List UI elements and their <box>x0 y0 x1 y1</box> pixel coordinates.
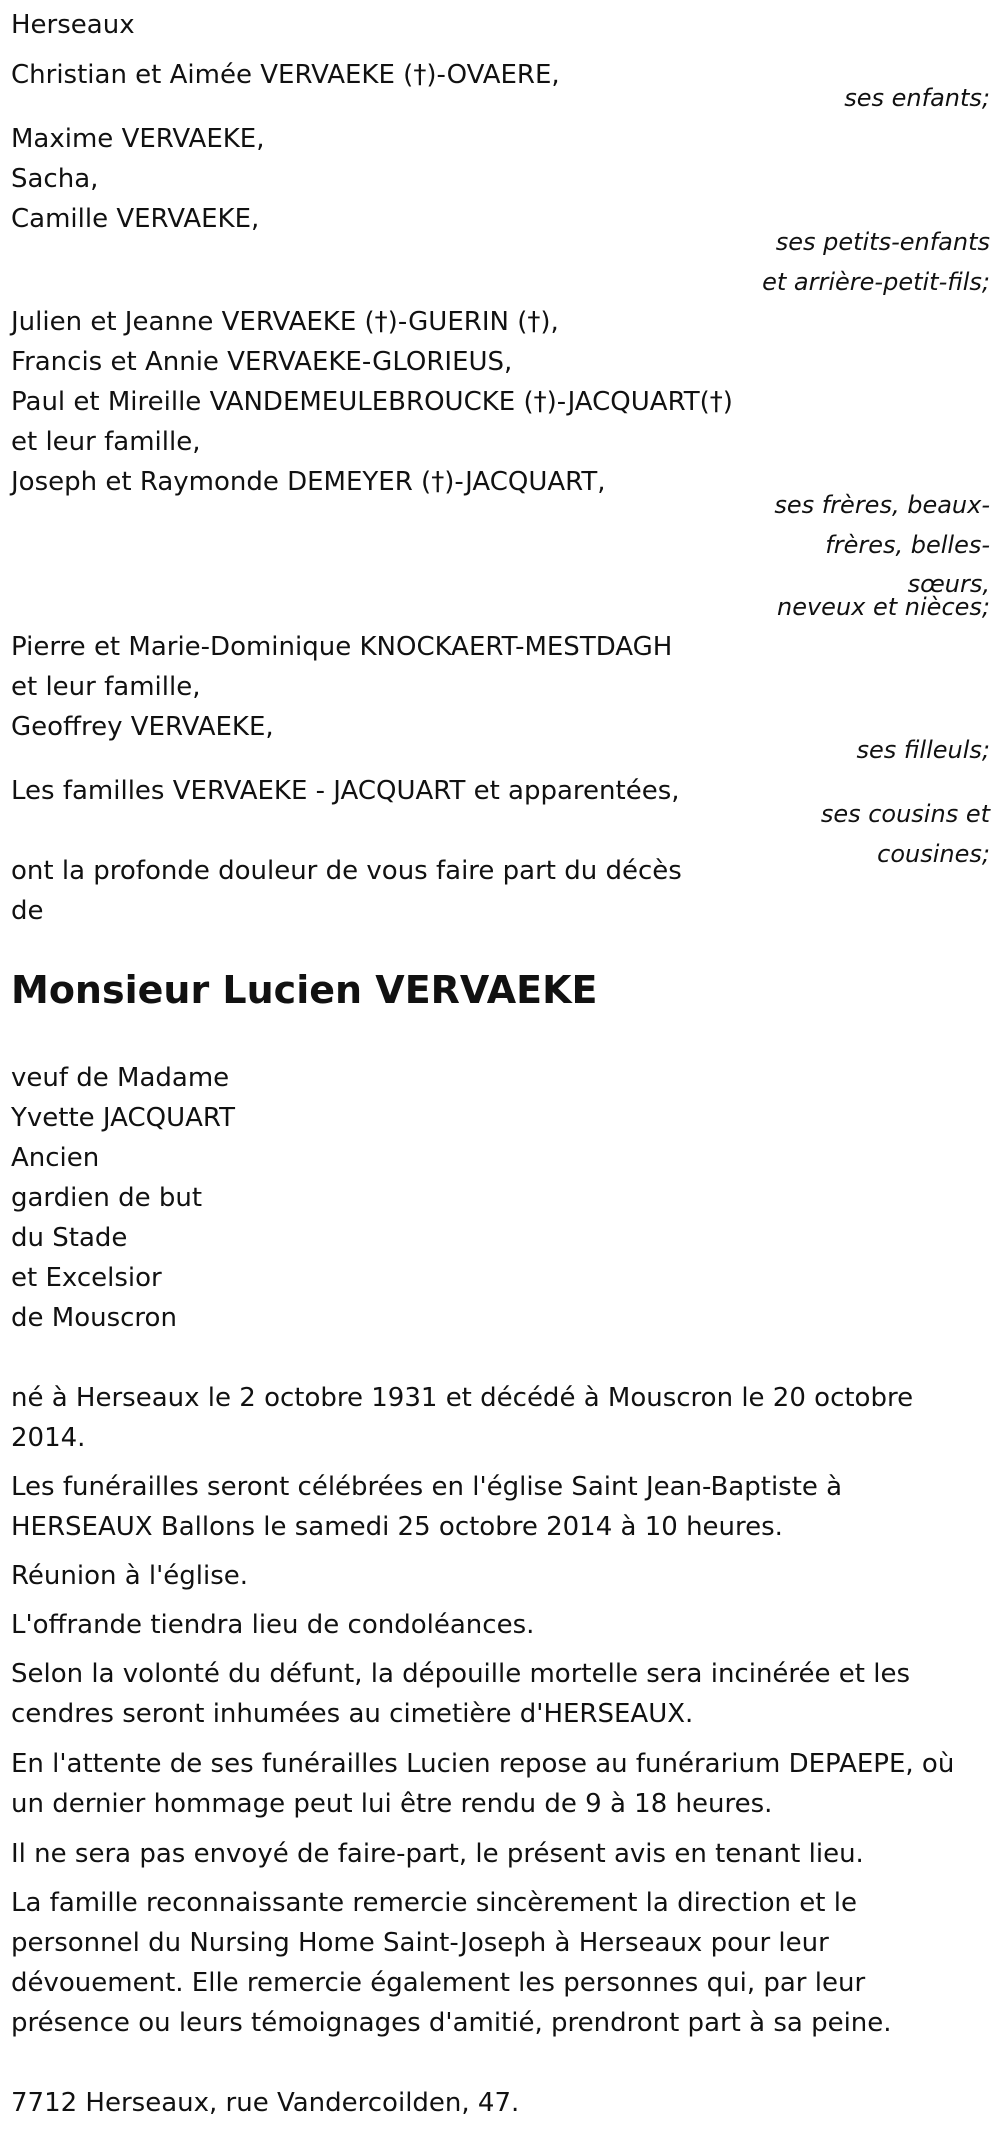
funeral-paragraph: Les funérailles seront célébrées en l'église Saint Jean-Baptiste à HERSEAUX Ballons le samedi 25 octobre 2014 à 10 heures. <box>11 1472 843 1542</box>
funerarium-paragraph: En l'attente de ses funérailles Lucien repose au funérarium DEPAEPE, où un dernier hommage peut lui être rendu de 9 à 18 heures. <box>11 1749 955 1819</box>
cousins-relation-1: ses cousins et <box>820 800 990 828</box>
deceased-desc-4: gardien de but <box>11 1183 203 1213</box>
grandchildren-relation-1: ses petits-enfants <box>775 228 990 256</box>
header-place: Herseaux <box>11 10 135 40</box>
godchild-line-2: et leur famille, <box>11 672 201 702</box>
godchild-line-1: Pierre et Marie-Dominique KNOCKAERT-MESTDAGH <box>11 632 673 662</box>
sibling-line-1: Julien et Jeanne VERVAEKE (†)-GUERIN (†), <box>11 307 559 337</box>
children-relation: ses enfants; <box>844 84 990 112</box>
cousins-line: Les familles VERVAEKE - JACQUART et apparentées, <box>11 776 680 806</box>
cousins-relation-2: cousines; <box>877 840 990 868</box>
announcement-line-1: ont la profonde douleur de vous faire part du décès <box>11 856 682 886</box>
grandchild-line-1: Maxime VERVAEKE, <box>11 124 265 154</box>
deceased-desc-6: et Excelsior <box>11 1263 162 1293</box>
cremation-paragraph: Selon la volonté du défunt, la dépouille mortelle sera incinérée et les cendres seront inhumées au cimetière d'HERSEAUX. <box>11 1659 911 1729</box>
sibling-line-5: Joseph et Raymonde DEMEYER (†)-JACQUART, <box>11 467 606 497</box>
birth-death-paragraph: né à Herseaux le 2 octobre 1931 et décédé à Mouscron le 20 octobre 2014. <box>11 1383 914 1453</box>
sibling-line-2: Francis et Annie VERVAEKE-GLORIEUS, <box>11 347 513 377</box>
siblings-relation-2: frères, belles- <box>825 531 990 559</box>
deceased-name: Monsieur Lucien VERVAEKE <box>11 968 598 1012</box>
godchild-line-3: Geoffrey VERVAEKE, <box>11 712 274 742</box>
no-cards-paragraph: Il ne sera pas envoyé de faire-part, le présent avis en tenant lieu. <box>11 1839 864 1869</box>
deceased-desc-2: Yvette JACQUART <box>11 1103 235 1133</box>
godchildren-relation: ses filleuls; <box>856 736 990 764</box>
address-paragraph: 7712 Herseaux, rue Vandercoilden, 47. <box>11 2088 520 2118</box>
deceased-desc-3: Ancien <box>11 1143 100 1173</box>
siblings-relation-1: ses frères, beaux- <box>774 491 990 519</box>
siblings-relation-3: sœurs, <box>907 570 990 598</box>
deceased-desc-7: de Mouscron <box>11 1303 177 1333</box>
deceased-desc-5: du Stade <box>11 1223 128 1253</box>
sibling-line-4: et leur famille, <box>11 427 201 457</box>
children-line: Christian et Aimée VERVAEKE (†)-OVAERE, <box>11 60 560 90</box>
grandchild-line-3: Camille VERVAEKE, <box>11 204 260 234</box>
grandchild-line-2: Sacha, <box>11 164 99 194</box>
deceased-desc-1: veuf de Madame <box>11 1063 230 1093</box>
offering-paragraph: L'offrande tiendra lieu de condoléances. <box>11 1610 535 1640</box>
grandchildren-relation-2: et arrière-petit-fils; <box>762 268 990 296</box>
announcement-line-2: de <box>11 896 44 926</box>
thanks-paragraph: La famille reconnaissante remercie sincèrement la direction et le personnel du Nursing Home Saint-Joseph à Herseaux pour leur dévouement. Elle remercie également les personnes qui, par leur présence ou leurs témoignages d'amitié, prendront part à sa peine. <box>11 1888 892 2038</box>
siblings-relation-4: neveux et nièces; <box>777 593 990 621</box>
sibling-line-3: Paul et Mireille VANDEMEULEBROUCKE (†)-JACQUART(†) <box>11 387 733 417</box>
meeting-paragraph: Réunion à l'église. <box>11 1561 249 1591</box>
